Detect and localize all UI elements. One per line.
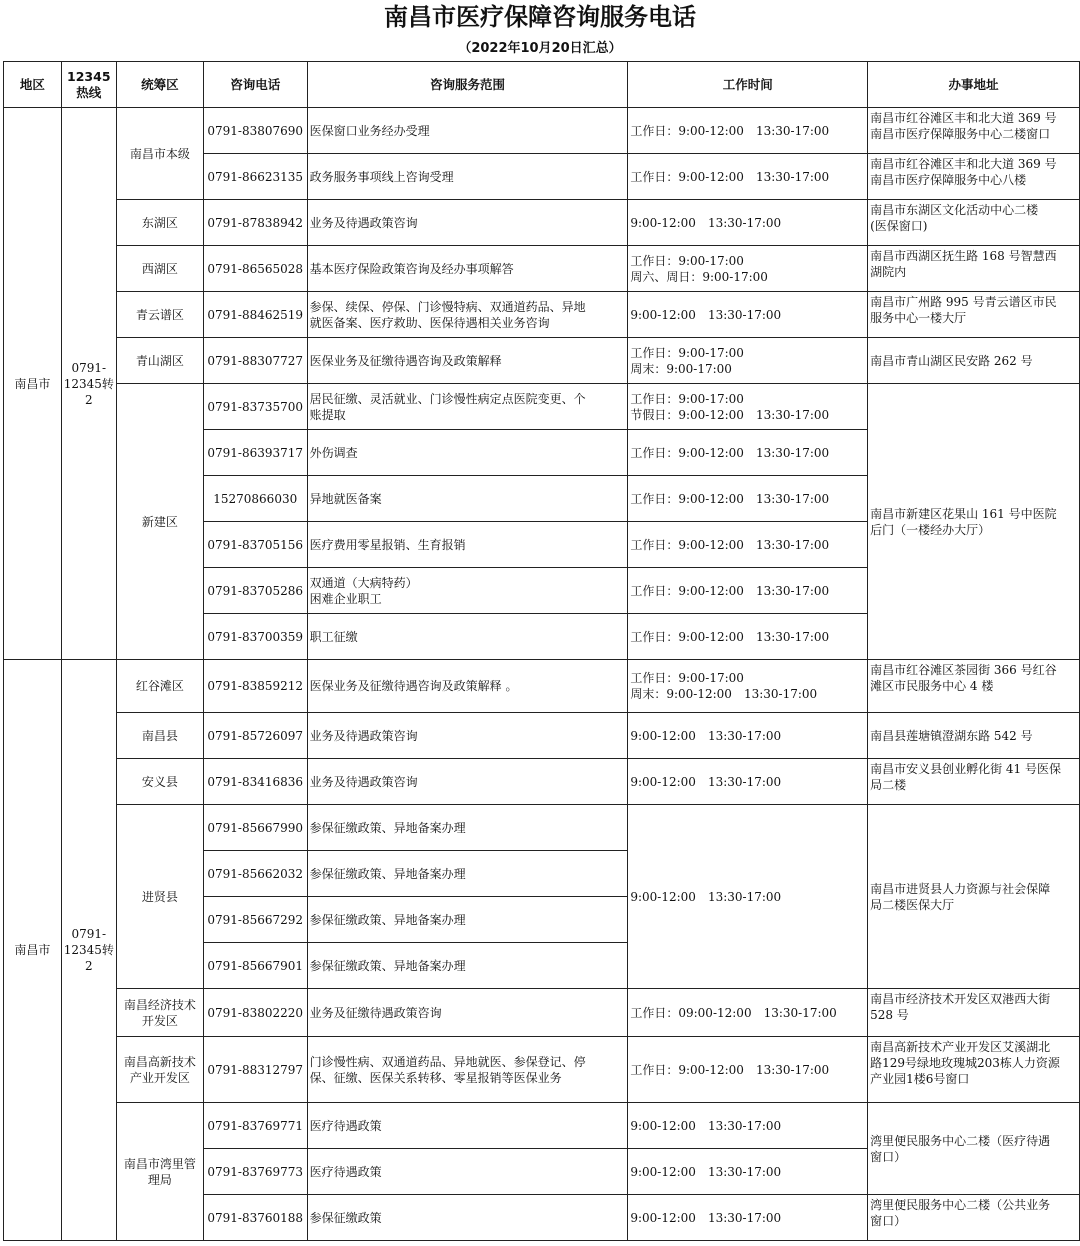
table-row (4, 759, 1080, 805)
phone-cell: 0791-83760188 (203, 1195, 307, 1241)
scope-cell: 基本医疗保险政策咨询及经办事项解答 (307, 246, 628, 292)
region-cell: 南昌市 (4, 660, 62, 1241)
address-cell: 南昌市东湖区文化活动中心二楼 (医保窗口) (868, 200, 1080, 246)
district-cell: 南昌经济技术 开发区 (116, 989, 203, 1037)
hours-cell: 9:00-12:00 13:30-17:00 (628, 200, 868, 246)
scope-cell: 外伤调查 (307, 430, 628, 476)
table-row (4, 246, 1080, 292)
hours-cell: 9:00-12:00 13:30-17:00 (628, 1103, 868, 1149)
header-region: 地区 (4, 62, 62, 108)
header-address: 办事地址 (868, 62, 1080, 108)
district-cell: 南昌县 (116, 713, 203, 759)
address-cell: 南昌市广州路 995 号青云谱区市民 服务中心一楼大厅 (868, 292, 1080, 338)
address-cell: 南昌市红谷滩区丰和北大道 369 号 南昌市医疗保障服务中心八楼 (868, 154, 1080, 200)
hours-cell: 工作日：9:00-17:00 节假日：9:00-12:00 13:30-17:00 (628, 384, 868, 430)
hours-cell: 9:00-12:00 13:30-17:00 (628, 292, 868, 338)
phone-cell: 0791-85667901 (203, 943, 307, 989)
hours-cell: 9:00-12:00 13:30-17:00 (628, 1149, 868, 1195)
header-row (4, 62, 1080, 108)
hours-cell: 工作日：9:00-12:00 13:30-17:00 (628, 108, 868, 154)
table-row (4, 200, 1080, 246)
address-cell: 南昌市西湖区抚生路 168 号智慧西 湖院内 (868, 246, 1080, 292)
scope-cell: 医疗待遇政策 (307, 1149, 628, 1195)
scope-cell: 医保业务及征缴待遇咨询及政策解释 (307, 338, 628, 384)
scope-cell: 参保征缴政策、异地备案办理 (307, 805, 628, 851)
table-row (4, 384, 1080, 430)
header-phone: 咨询电话 (203, 62, 307, 108)
table-row (4, 660, 1080, 713)
district-cell: 东湖区 (116, 200, 203, 246)
hours-cell: 工作日：9:00-12:00 13:30-17:00 (628, 430, 868, 476)
address-cell: 南昌市经济技术开发区双港西大街 528 号 (868, 989, 1080, 1037)
hours-cell: 工作日：9:00-17:00 周六、周日：9:00-17:00 (628, 246, 868, 292)
phone-cell: 0791-83705156 (203, 522, 307, 568)
header-scope: 咨询服务范围 (307, 62, 628, 108)
address-cell: 南昌市新建区花果山 161 号中医院 后门（一楼经办大厅） (868, 384, 1080, 660)
phone-cell: 0791-86393717 (203, 430, 307, 476)
scope-cell: 医疗费用零星报销、生育报销 (307, 522, 628, 568)
district-cell: 新建区 (116, 384, 203, 660)
scope-cell: 业务及待遇政策咨询 (307, 759, 628, 805)
phone-cell: 0791-83802220 (203, 989, 307, 1037)
region-cell: 南昌市 (4, 108, 62, 660)
table-row (4, 805, 1080, 851)
hours-cell: 工作日：9:00-12:00 13:30-17:00 (628, 568, 868, 614)
hours-cell: 9:00-12:00 13:30-17:00 (628, 759, 868, 805)
scope-cell: 医保窗口业务经办受理 (307, 108, 628, 154)
phone-cell: 0791-83769771 (203, 1103, 307, 1149)
hours-cell: 工作日：09:00-12:00 13:30-17:00 (628, 989, 868, 1037)
phone-cell: 0791-88307727 (203, 338, 307, 384)
table-row (4, 1103, 1080, 1149)
consultation-table (3, 61, 1080, 1241)
scope-cell: 参保征缴政策、异地备案办理 (307, 851, 628, 897)
hours-cell: 工作日：9:00-17:00 周末：9:00-17:00 (628, 338, 868, 384)
page-title: 南昌市医疗保障咨询服务电话 (384, 3, 696, 31)
table-row (4, 1037, 1080, 1103)
district-cell: 南昌高新技术 产业开发区 (116, 1037, 203, 1103)
address-cell: 南昌市安义县创业孵化街 41 号医保 局二楼 (868, 759, 1080, 805)
phone-cell: 0791-85667990 (203, 805, 307, 851)
address-cell: 南昌市进贤县人力资源与社会保障 局二楼医保大厅 (868, 805, 1080, 989)
district-cell: 红谷滩区 (116, 660, 203, 713)
hours-cell: 工作日：9:00-12:00 13:30-17:00 (628, 476, 868, 522)
hours-cell: 工作日：9:00-17:00 周末：9:00-12:00 13:30-17:00 (628, 660, 868, 713)
address-cell: 湾里便民服务中心二楼（公共业务 窗口） (868, 1195, 1080, 1241)
scope-cell: 异地就医备案 (307, 476, 628, 522)
phone-cell: 0791-86565028 (203, 246, 307, 292)
phone-cell: 0791-85726097 (203, 713, 307, 759)
scope-cell: 政务服务事项线上咨询受理 (307, 154, 628, 200)
address-cell: 南昌县莲塘镇澄湖东路 542 号 (868, 713, 1080, 759)
scope-cell: 业务及征缴待遇政策咨询 (307, 989, 628, 1037)
table-row (4, 108, 1080, 154)
hours-cell: 工作日：9:00-12:00 13:30-17:00 (628, 1037, 868, 1103)
district-cell: 青云谱区 (116, 292, 203, 338)
table-row (4, 292, 1080, 338)
phone-cell: 0791-88462519 (203, 292, 307, 338)
scope-cell: 业务及待遇政策咨询 (307, 200, 628, 246)
phone-cell: 15270866030 (203, 476, 307, 522)
district-cell: 南昌市本级 (116, 108, 203, 200)
scope-cell: 参保、续保、停保、门诊慢特病、双通道药品、异地 就医备案、医疗救助、医保待遇相关业务咨询 (307, 292, 628, 338)
district-cell: 西湖区 (116, 246, 203, 292)
phone-cell: 0791-87838942 (203, 200, 307, 246)
hours-cell: 工作日：9:00-12:00 13:30-17:00 (628, 154, 868, 200)
address-cell: 南昌市红谷滩区茶园街 366 号红谷 滩区市民服务中心 4 楼 (868, 660, 1080, 713)
district-cell: 进贤县 (116, 805, 203, 989)
phone-cell: 0791-83807690 (203, 108, 307, 154)
scope-cell: 职工征缴 (307, 614, 628, 660)
phone-cell: 0791-88312797 (203, 1037, 307, 1103)
header-hours: 工作时间 (628, 62, 868, 108)
scope-cell: 参保征缴政策 (307, 1195, 628, 1241)
hours-cell: 9:00-12:00 13:30-17:00 (628, 805, 868, 989)
phone-cell: 0791-86623135 (203, 154, 307, 200)
hours-cell: 工作日：9:00-12:00 13:30-17:00 (628, 614, 868, 660)
scope-cell: 医保业务及征缴待遇咨询及政策解释 。 (307, 660, 628, 713)
address-cell: 南昌市红谷滩区丰和北大道 369 号 南昌市医疗保障服务中心二楼窗口 (868, 108, 1080, 154)
scope-cell: 门诊慢性病、双通道药品、异地就医、参保登记、停 保、征缴、医保关系转移、零星报销等医保业务 (307, 1037, 628, 1103)
table-row (4, 338, 1080, 384)
hours-cell: 工作日：9:00-12:00 13:30-17:00 (628, 522, 868, 568)
phone-cell: 0791-85667292 (203, 897, 307, 943)
scope-cell: 参保征缴政策、异地备案办理 (307, 943, 628, 989)
phone-cell: 0791-83859212 (203, 660, 307, 713)
district-cell: 青山湖区 (116, 338, 203, 384)
scope-cell: 参保征缴政策、异地备案办理 (307, 897, 628, 943)
phone-cell: 0791-83735700 (203, 384, 307, 430)
district-cell: 安义县 (116, 759, 203, 805)
address-cell: 南昌市青山湖区民安路 262 号 (868, 338, 1080, 384)
district-cell: 南昌市湾里管 理局 (116, 1103, 203, 1241)
address-cell: 南昌高新技术产业开发区艾溪湖北 路129号绿地玫瑰城203栋人力资源 产业园1楼6号窗口 (868, 1037, 1080, 1103)
hours-cell: 9:00-12:00 13:30-17:00 (628, 713, 868, 759)
scope-cell: 医疗待遇政策 (307, 1103, 628, 1149)
hotline-cell: 0791- 12345转 2 (61, 660, 116, 1241)
table-row (4, 713, 1080, 759)
hours-cell: 9:00-12:00 13:30-17:00 (628, 1195, 868, 1241)
phone-cell: 0791-83705286 (203, 568, 307, 614)
page-subtitle: （2022年10月20日汇总） (458, 41, 622, 56)
phone-cell: 0791-83416836 (203, 759, 307, 805)
scope-cell: 居民征缴、灵活就业、门诊慢性病定点医院变更、个 账提取 (307, 384, 628, 430)
scope-cell: 双通道（大病特药） 困难企业职工 (307, 568, 628, 614)
phone-cell: 0791-83700359 (203, 614, 307, 660)
phone-cell: 0791-85662032 (203, 851, 307, 897)
scope-cell: 业务及待遇政策咨询 (307, 713, 628, 759)
phone-cell: 0791-83769773 (203, 1149, 307, 1195)
table-row (4, 989, 1080, 1037)
hotline-cell: 0791- 12345转 2 (61, 108, 116, 660)
address-cell: 湾里便民服务中心二楼（医疗待遇 窗口） (868, 1103, 1080, 1195)
header-hotline: 12345 热线 (61, 62, 116, 108)
header-district: 统筹区 (116, 62, 203, 108)
